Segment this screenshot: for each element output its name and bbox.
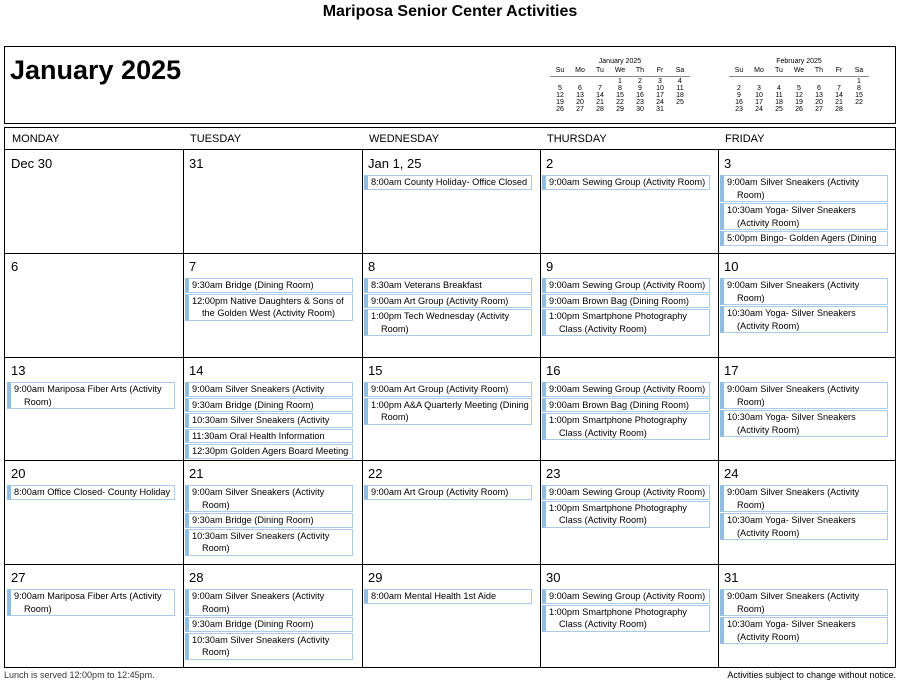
calendar-event[interactable] xyxy=(185,398,353,413)
calendar-event[interactable] xyxy=(185,294,353,321)
event-text: 1:00pm Smartphone Photography Class (Activity Room) xyxy=(549,606,687,629)
event-text: 1:00pm Smartphone Photography Class (Activity Room) xyxy=(549,502,687,525)
event-list xyxy=(542,175,710,191)
mini-weekday: Tu xyxy=(775,67,783,74)
mini-calendar-weekdays xyxy=(729,66,869,77)
event-text: 9:30am Bridge (Dining Room) xyxy=(192,619,314,629)
mini-day xyxy=(809,78,829,85)
date-label: 21 xyxy=(189,466,204,481)
calendar-event[interactable] xyxy=(185,382,353,397)
calendar-event[interactable] xyxy=(364,278,532,293)
calendar-event[interactable] xyxy=(720,306,888,333)
day-cell[interactable] xyxy=(183,357,361,460)
mini-calendar-weekdays xyxy=(550,66,690,77)
weekday-header-friday: FRIDAY xyxy=(725,133,765,145)
day-cell[interactable] xyxy=(5,460,183,563)
mini-day: 27 xyxy=(576,106,584,113)
calendar-event[interactable] xyxy=(542,398,710,413)
event-list xyxy=(185,485,353,557)
event-list xyxy=(720,175,888,247)
event-list xyxy=(364,485,532,501)
calendar-event[interactable] xyxy=(185,413,353,428)
mini-day: 5 xyxy=(797,85,801,92)
calendar-event[interactable] xyxy=(185,529,353,556)
event-text: 10:30am Yoga- Silver Sneakers (Activity Room) xyxy=(727,515,856,538)
event-text: 9:00am Sewing Group (Activity Room) xyxy=(549,280,706,290)
mini-day: 2 xyxy=(638,78,642,85)
event-text: 9:00am Mariposa Fiber Arts (Activity Room) xyxy=(14,591,162,614)
calendar-event[interactable] xyxy=(720,175,888,202)
mini-calendar-february xyxy=(729,57,869,113)
mini-calendar-week xyxy=(550,78,690,85)
mini-day: 17 xyxy=(755,99,763,106)
mini-day: 5 xyxy=(558,85,562,92)
weekday-header-monday: MONDAY xyxy=(12,133,60,145)
mini-day: 9 xyxy=(638,85,642,92)
mini-day: 21 xyxy=(596,99,604,106)
date-label: 7 xyxy=(189,259,197,274)
calendar-event[interactable] xyxy=(542,501,710,528)
calendar-event[interactable] xyxy=(364,485,532,500)
event-text: 9:00am Silver Sneakers (Activity Room) xyxy=(727,177,860,200)
mini-day: 25 xyxy=(775,106,783,113)
mini-calendar-week xyxy=(550,85,690,92)
mini-calendar-week xyxy=(729,92,869,99)
event-list xyxy=(542,485,710,529)
date-label: 3 xyxy=(724,156,732,171)
date-label: 13 xyxy=(11,363,26,378)
mini-weekday: Su xyxy=(734,67,744,74)
mini-calendar-week xyxy=(550,99,690,106)
mini-day: 2 xyxy=(737,85,741,92)
calendar-event[interactable] xyxy=(542,589,710,604)
event-list xyxy=(7,485,175,501)
mini-day: 26 xyxy=(795,106,803,113)
date-label: 24 xyxy=(724,466,739,481)
calendar-event[interactable] xyxy=(720,589,888,616)
event-text: 9:00am Silver Sneakers (Activity xyxy=(192,384,325,394)
mini-day xyxy=(590,78,610,85)
mini-weekday: Fr xyxy=(835,67,843,74)
event-text: 12:30pm Golden Agers Board Meeting xyxy=(192,446,349,456)
event-text: 10:30am Silver Sneakers (Activity Room) xyxy=(192,634,330,657)
event-text: 9:00am Silver Sneakers (Activity Room) xyxy=(727,280,860,303)
mini-day: 16 xyxy=(735,99,743,106)
event-list xyxy=(364,278,532,337)
event-text: 9:00am Brown Bag (Dining Room) xyxy=(549,399,689,410)
mini-day: 10 xyxy=(656,85,664,92)
mini-day: 20 xyxy=(576,99,584,106)
date-label: 22 xyxy=(368,466,383,481)
date-label: 9 xyxy=(546,259,554,274)
calendar-event[interactable] xyxy=(185,617,353,632)
mini-day: 4 xyxy=(777,85,781,92)
mini-day: 3 xyxy=(658,78,662,85)
mini-weekday: Su xyxy=(555,67,565,74)
event-text: 8:00am Mental Health 1st Aide xyxy=(371,591,497,601)
mini-weekday: Sa xyxy=(854,67,864,74)
date-label: 23 xyxy=(546,466,561,481)
mini-day xyxy=(729,78,749,85)
calendar-event[interactable] xyxy=(720,513,888,540)
event-text: 9:30am Bridge (Dining Room) xyxy=(192,399,314,410)
date-label: 30 xyxy=(546,570,561,585)
calendar-event[interactable] xyxy=(720,617,888,644)
mini-day: 28 xyxy=(835,106,843,113)
event-text: 9:00am Art Group (Activity Room) xyxy=(371,487,509,497)
calendar-event[interactable] xyxy=(720,231,888,246)
mini-day xyxy=(570,78,590,85)
mini-day: 17 xyxy=(656,92,664,99)
day-cell[interactable] xyxy=(362,150,540,253)
event-text: 1:00pm Smartphone Photography Class (Activity Room) xyxy=(549,311,687,334)
event-text: 9:00am Brown Bag (Dining Room) xyxy=(549,295,689,306)
mini-day: 18 xyxy=(775,99,783,106)
date-label: 2 xyxy=(546,156,554,171)
weekday-header-thursday: THURSDAY xyxy=(547,133,607,145)
mini-day: 11 xyxy=(676,85,684,92)
day-cell[interactable] xyxy=(362,357,540,460)
calendar-event[interactable] xyxy=(185,589,353,616)
mini-calendar-week xyxy=(729,99,869,106)
mini-day: 1 xyxy=(857,78,861,85)
event-text: 10:30am Yoga- Silver Sneakers (Activity Room) xyxy=(727,205,856,228)
date-label: 16 xyxy=(546,363,561,378)
event-text: 9:00am Silver Sneakers (Activity Room) xyxy=(727,487,860,510)
calendar-event[interactable] xyxy=(7,382,175,409)
mini-day: 28 xyxy=(596,106,604,113)
event-text: 9:30am Bridge (Dining Room) xyxy=(192,515,314,525)
event-list xyxy=(364,589,532,605)
weekday-header-tuesday: TUESDAY xyxy=(190,133,242,145)
calendar-event[interactable] xyxy=(364,294,532,309)
date-label: Jan 1, 25 xyxy=(368,156,422,171)
event-list xyxy=(542,382,710,441)
date-label: 31 xyxy=(189,156,204,171)
mini-weekday: Mo xyxy=(575,67,585,74)
mini-calendar-week xyxy=(729,85,869,92)
mini-day: 18 xyxy=(676,92,684,99)
mini-day: 1 xyxy=(618,78,622,85)
calendar-event[interactable] xyxy=(720,485,888,512)
mini-day: 8 xyxy=(618,85,622,92)
mini-day xyxy=(849,106,869,113)
event-text: 9:00am Mariposa Fiber Arts (Activity Room) xyxy=(14,384,162,407)
mini-day: 6 xyxy=(817,85,821,92)
event-list xyxy=(364,175,532,191)
day-cell[interactable] xyxy=(183,253,361,356)
lunch-note: Lunch is served 12:00pm to 12:45pm. xyxy=(4,670,155,680)
event-list xyxy=(720,382,888,438)
calendar-event[interactable] xyxy=(364,175,532,190)
date-label: 10 xyxy=(724,259,739,274)
day-cell[interactable] xyxy=(718,253,896,356)
mini-day: 25 xyxy=(676,99,684,106)
calendar-event[interactable] xyxy=(542,294,710,309)
month-header xyxy=(4,46,896,124)
mini-day: 12 xyxy=(795,92,803,99)
event-text: 9:00am Silver Sneakers (Activity Room) xyxy=(192,591,325,614)
event-text: 9:00am Sewing Group (Activity Room) xyxy=(549,591,706,601)
date-label: 20 xyxy=(11,466,26,481)
mini-day xyxy=(769,78,789,85)
date-label: 6 xyxy=(11,259,19,274)
month-title: January 2025 xyxy=(10,55,182,85)
mini-day: 12 xyxy=(556,92,564,99)
day-cell[interactable] xyxy=(183,460,361,563)
mini-day: 21 xyxy=(835,99,843,106)
date-label: 27 xyxy=(11,570,26,585)
calendar-event[interactable] xyxy=(7,589,175,616)
event-list xyxy=(7,382,175,410)
mini-day: 15 xyxy=(855,92,863,99)
mini-day xyxy=(789,78,809,85)
event-list xyxy=(185,382,353,460)
event-text: 9:00am Art Group (Activity Room) xyxy=(371,384,509,394)
day-cell[interactable] xyxy=(5,564,183,667)
event-text: 10:30am Silver Sneakers (Activity xyxy=(192,415,330,425)
page-title: Mariposa Senior Center Activities xyxy=(322,3,578,20)
date-label: 14 xyxy=(189,363,204,378)
day-cell[interactable] xyxy=(362,253,540,356)
event-list xyxy=(7,589,175,617)
date-label: 29 xyxy=(368,570,383,585)
event-list xyxy=(185,589,353,661)
calendar-event[interactable] xyxy=(364,309,532,336)
event-text: 10:30am Yoga- Silver Sneakers (Activity Room) xyxy=(727,308,856,331)
mini-day xyxy=(749,78,769,85)
mini-day: 16 xyxy=(636,92,644,99)
event-list xyxy=(364,382,532,426)
day-cell[interactable] xyxy=(718,564,896,667)
weekday-header-row xyxy=(5,128,895,150)
mini-day xyxy=(670,106,690,113)
event-text: 9:00am Art Group (Activity Room) xyxy=(371,295,509,306)
mini-day: 6 xyxy=(578,85,582,92)
mini-day: 13 xyxy=(815,92,823,99)
day-cell[interactable] xyxy=(540,357,718,460)
event-text: 5:00pm Bingo- Golden Agers (Dining xyxy=(727,233,877,243)
date-label: 31 xyxy=(724,570,739,585)
mini-day: 13 xyxy=(576,92,584,99)
mini-calendar-week xyxy=(729,106,869,113)
event-list xyxy=(542,278,710,337)
event-text: 9:00am Silver Sneakers (Activity Room) xyxy=(727,384,860,407)
calendar-event[interactable] xyxy=(542,605,710,632)
calendar-event[interactable] xyxy=(542,413,710,440)
mini-day: 4 xyxy=(678,78,682,85)
calendar-event[interactable] xyxy=(364,589,532,604)
calendar-event[interactable] xyxy=(720,410,888,437)
calendar-event[interactable] xyxy=(542,382,710,397)
calendar-event[interactable] xyxy=(185,513,353,528)
mini-day: 14 xyxy=(835,92,843,99)
mini-weekday: We xyxy=(793,67,805,74)
day-cell[interactable] xyxy=(540,460,718,563)
mini-day: 10 xyxy=(755,92,763,99)
mini-weekday: Mo xyxy=(754,67,764,74)
day-cell[interactable] xyxy=(362,460,540,563)
calendar-event[interactable] xyxy=(720,278,888,305)
mini-day: 23 xyxy=(735,106,743,113)
calendar-event[interactable] xyxy=(720,203,888,230)
event-text: 1:00pm Smartphone Photography Class (Activity Room) xyxy=(549,415,687,438)
mini-day: 8 xyxy=(857,85,861,92)
calendar-event[interactable] xyxy=(542,175,710,190)
mini-day: 24 xyxy=(755,106,763,113)
event-list xyxy=(720,589,888,645)
mini-day: 15 xyxy=(616,92,624,99)
mini-weekday: Sa xyxy=(675,67,685,74)
calendar-event[interactable] xyxy=(185,485,353,512)
date-label: 15 xyxy=(368,363,383,378)
day-cell[interactable] xyxy=(5,150,183,253)
mini-weekday: Tu xyxy=(596,67,604,74)
mini-day: 31 xyxy=(656,106,664,113)
calendar-event[interactable] xyxy=(185,429,353,444)
calendar-event[interactable] xyxy=(720,382,888,409)
event-text: 12:00pm Native Daughters & Sons of the Golden West (Activity Room) xyxy=(192,295,344,318)
calendar-event[interactable] xyxy=(542,485,710,500)
day-cell[interactable] xyxy=(718,460,896,563)
mini-weekday: We xyxy=(614,67,626,74)
calendar-event[interactable] xyxy=(364,398,532,425)
mini-day: 22 xyxy=(616,99,624,106)
mini-calendar-january xyxy=(550,57,690,113)
event-list xyxy=(542,589,710,633)
event-list xyxy=(185,278,353,322)
event-text: 10:30am Yoga- Silver Sneakers (Activity Room) xyxy=(727,412,856,435)
mini-day: 22 xyxy=(855,99,863,106)
mini-weekday: Fr xyxy=(656,67,664,74)
date-label: 28 xyxy=(189,570,204,585)
disclaimer-note: Activities subject to change without notice. xyxy=(727,670,896,680)
mini-calendar-week xyxy=(550,106,690,113)
event-text: 9:00am Silver Sneakers (Activity Room) xyxy=(192,487,325,510)
event-text: 10:30am Silver Sneakers (Activity Room) xyxy=(192,530,330,553)
date-label: 17 xyxy=(724,363,739,378)
event-text: 8:30am Veterans Breakfast xyxy=(371,280,482,290)
mini-day: 23 xyxy=(636,99,644,106)
mini-day: 7 xyxy=(837,85,841,92)
mini-day: 19 xyxy=(795,99,803,106)
event-text: 8:00am County Holiday- Office Closed xyxy=(371,177,528,187)
day-cell[interactable] xyxy=(540,564,718,667)
mini-day xyxy=(550,78,570,85)
mini-day: 26 xyxy=(556,106,564,113)
day-cell[interactable] xyxy=(718,357,896,460)
mini-day: 30 xyxy=(636,106,644,113)
mini-calendar-week xyxy=(729,78,869,85)
mini-day: 7 xyxy=(598,85,602,92)
event-list xyxy=(720,278,888,334)
date-label: 8 xyxy=(368,259,376,274)
mini-calendar-title: February 2025 xyxy=(776,58,822,65)
mini-day: 9 xyxy=(737,92,741,99)
weekday-header-wednesday: WEDNESDAY xyxy=(369,133,440,145)
event-text: 10:30am Yoga- Silver Sneakers (Activity Room) xyxy=(727,619,856,642)
mini-weekday: Th xyxy=(814,67,824,74)
day-cell[interactable] xyxy=(362,564,540,667)
mini-day xyxy=(829,78,849,85)
mini-calendar-week xyxy=(550,92,690,99)
event-text: 9:30am Bridge (Dining Room) xyxy=(192,280,314,290)
day-cell[interactable] xyxy=(183,150,361,253)
event-text: 1:00pm A&A Quarterly Meeting (Dining Room) xyxy=(371,399,529,422)
event-text: 9:00am Sewing Group (Activity Room) xyxy=(549,487,706,497)
day-cell[interactable] xyxy=(718,150,896,253)
mini-day: 11 xyxy=(775,92,783,99)
mini-day: 14 xyxy=(596,92,604,99)
mini-day: 27 xyxy=(815,106,823,113)
event-text: 9:00am Sewing Group (Activity Room) xyxy=(549,177,706,187)
event-text: 9:00am Silver Sneakers (Activity Room) xyxy=(727,591,860,614)
mini-day: 20 xyxy=(815,99,823,106)
mini-day: 3 xyxy=(757,85,761,92)
mini-day: 29 xyxy=(616,106,624,113)
calendar-event[interactable] xyxy=(542,278,710,293)
date-label: Dec 30 xyxy=(11,156,53,171)
event-text: 11:30am Oral Health Information xyxy=(192,430,325,441)
mini-day: 24 xyxy=(656,99,664,106)
event-text: 8:00am Office Closed- County Holiday xyxy=(14,487,171,497)
day-cell[interactable] xyxy=(540,253,718,356)
calendar-grid xyxy=(4,127,896,668)
calendar-event[interactable] xyxy=(7,485,175,500)
day-cell[interactable] xyxy=(5,357,183,460)
event-list xyxy=(720,485,888,541)
calendar-event[interactable] xyxy=(185,633,353,660)
event-text: 1:00pm Tech Wednesday (Activity Room) xyxy=(371,311,510,334)
calendar-event[interactable] xyxy=(185,444,353,459)
calendar-event[interactable] xyxy=(364,382,532,397)
day-cell[interactable] xyxy=(5,253,183,356)
calendar-event[interactable] xyxy=(542,309,710,336)
mini-day: 19 xyxy=(556,99,564,106)
calendar-event[interactable] xyxy=(185,278,353,293)
mini-calendar-title: January 2025 xyxy=(598,58,642,65)
day-cell[interactable] xyxy=(183,564,361,667)
event-text: 9:00am Sewing Group (Activity Room) xyxy=(549,384,706,394)
mini-weekday: Th xyxy=(635,67,645,74)
day-cell[interactable] xyxy=(540,150,718,253)
